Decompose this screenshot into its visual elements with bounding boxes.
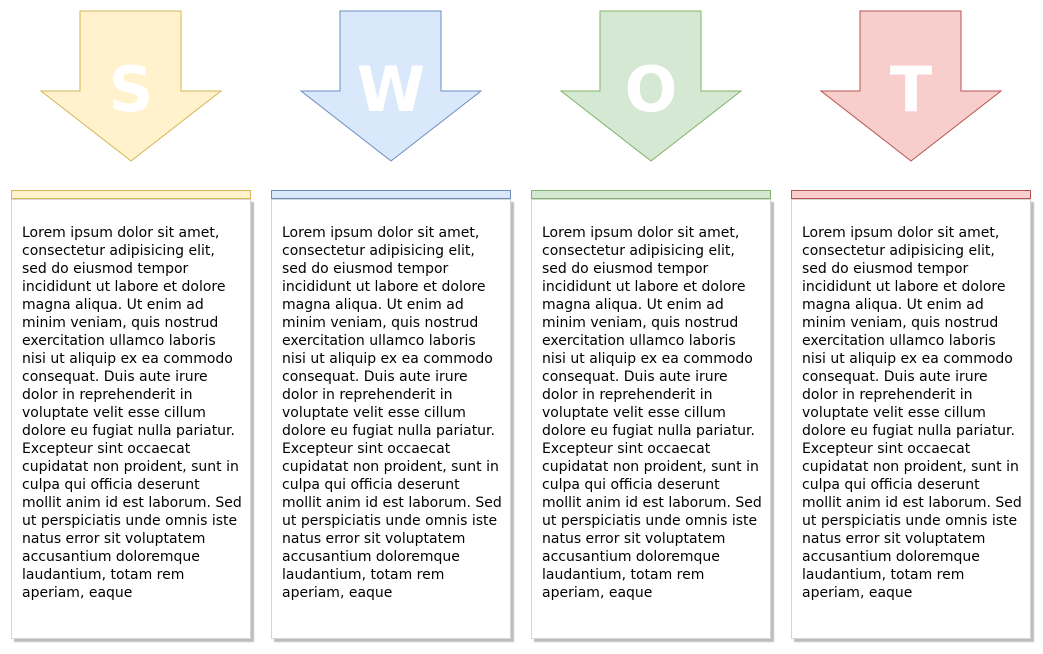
swot-letter: T: [889, 53, 933, 126]
swot-column-threats: [791, 0, 1035, 654]
card-text: Lorem ipsum dolor sit amet, consectetur adipisicing elit, sed do eiusmod tempor incididunt ut labore et dolore magna aliqua. Ut enim ad minim veniam, quis nostrud exercitation ullamco laboris nisi ut aliquip ex ea commodo consequat. Duis aute irure dolor in reprehenderit in voluptate velit esse cillum dolore eu fugiat nulla pariatur. Excepteur sint occaecat cupidatat non proident, sunt in culpa qui officia deserunt mollit anim id est laborum. Sed ut perspiciatis unde omnis iste natus error sit voluptatem accusantium doloremque laudantium, totam rem aperiam, eaque: [22, 225, 242, 601]
header-bar: [11, 190, 251, 199]
text-card: [271, 199, 511, 639]
header-bar: [271, 190, 511, 199]
swot-column-opportunities: [531, 0, 775, 654]
text-card: [531, 199, 771, 639]
text-card: [11, 199, 251, 639]
swot-column-weaknesses: [271, 0, 515, 654]
header-bar: [531, 190, 771, 199]
arrow-down-icon: [40, 10, 222, 162]
arrow-down-icon: [300, 10, 482, 162]
swot-letter: O: [624, 53, 678, 126]
header-bar: [791, 190, 1031, 199]
card-text: Lorem ipsum dolor sit amet, consectetur adipisicing elit, sed do eiusmod tempor incididunt ut labore et dolore magna aliqua. Ut enim ad minim veniam, quis nostrud exercitation ullamco laboris nisi ut aliquip ex ea commodo consequat. Duis aute irure dolor in reprehenderit in voluptate velit esse cillum dolore eu fugiat nulla pariatur. Excepteur sint occaecat cupidatat non proident, sunt in culpa qui officia deserunt mollit anim id est laborum. Sed ut perspiciatis unde omnis iste natus error sit voluptatem accusantium doloremque laudantium, totam rem aperiam, eaque: [542, 225, 762, 601]
swot-letter: S: [108, 53, 154, 126]
card-text: Lorem ipsum dolor sit amet, consectetur adipisicing elit, sed do eiusmod tempor incididunt ut labore et dolore magna aliqua. Ut enim ad minim veniam, quis nostrud exercitation ullamco laboris nisi ut aliquip ex ea commodo consequat. Duis aute irure dolor in reprehenderit in voluptate velit esse cillum dolore eu fugiat nulla pariatur. Excepteur sint occaecat cupidatat non proident, sunt in culpa qui officia deserunt mollit anim id est laborum. Sed ut perspiciatis unde omnis iste natus error sit voluptatem accusantium doloremque laudantium, totam rem aperiam, eaque: [802, 225, 1022, 601]
swot-column-strengths: [11, 0, 255, 654]
card-text: Lorem ipsum dolor sit amet, consectetur adipisicing elit, sed do eiusmod tempor incididunt ut labore et dolore magna aliqua. Ut enim ad minim veniam, quis nostrud exercitation ullamco laboris nisi ut aliquip ex ea commodo consequat. Duis aute irure dolor in reprehenderit in voluptate velit esse cillum dolore eu fugiat nulla pariatur. Excepteur sint occaecat cupidatat non proident, sunt in culpa qui officia deserunt mollit anim id est laborum. Sed ut perspiciatis unde omnis iste natus error sit voluptatem accusantium doloremque laudantium, totam rem aperiam, eaque: [282, 225, 502, 601]
swot-letter: W: [356, 53, 426, 126]
text-card: [791, 199, 1031, 639]
arrow-down-icon: [820, 10, 1002, 162]
arrow-down-icon: [560, 10, 742, 162]
